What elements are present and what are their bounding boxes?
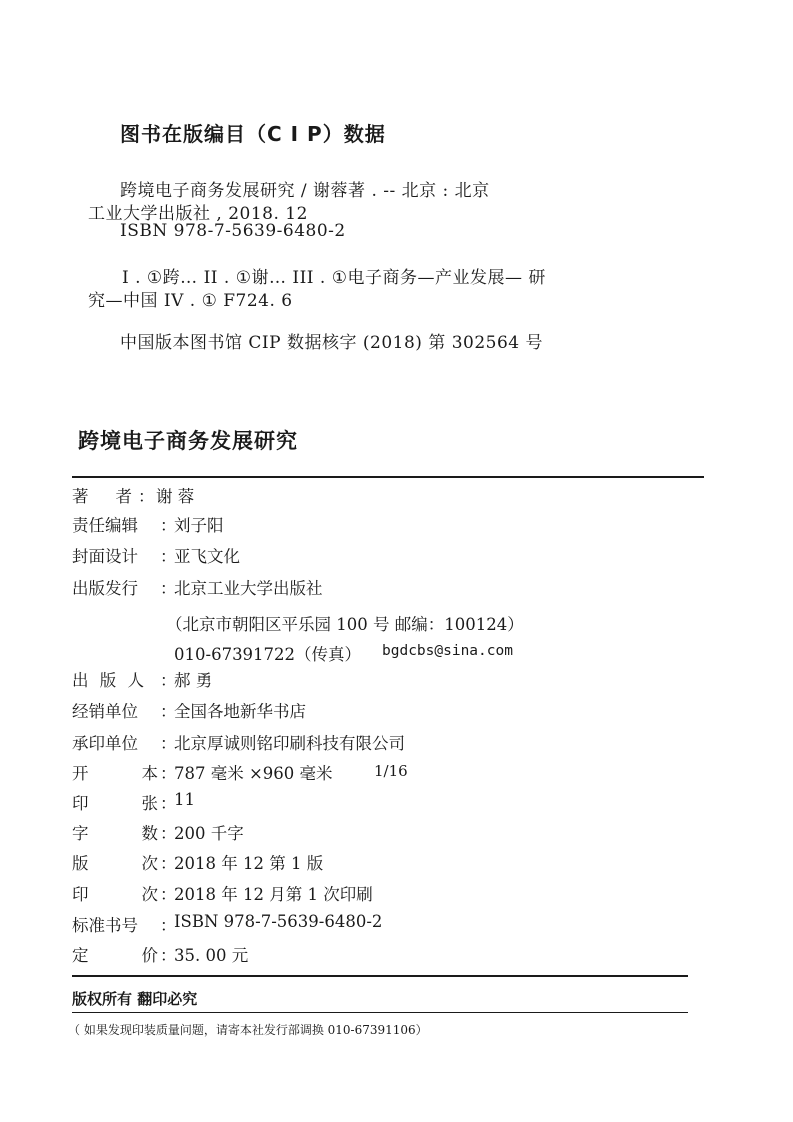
info-row-price [72, 942, 752, 970]
publisher-colon: ： [160, 579, 177, 598]
publisher-value: 北京工业大学出版社 [174, 579, 323, 598]
cip-line-publisher: 工业大学出版社 , 2018. 12 [88, 204, 308, 224]
info-row-author [72, 483, 752, 511]
rights-notice: 版权所有 翻印必究 [72, 990, 198, 1008]
cover-design-colon: ： [160, 547, 177, 566]
isbn-label: 标准书号 [72, 916, 138, 935]
impression-label: 印 次 [72, 885, 158, 904]
distributor-label: 经销单位 [72, 702, 138, 721]
cover-design-label: 封面设计 [72, 547, 138, 566]
cip-heading: 图书在版编目（C I P）数据 [120, 122, 386, 146]
format-colon: ： [160, 764, 177, 783]
impression-colon: ： [160, 885, 177, 904]
distributor-value: 全国各地新华书店 [174, 702, 306, 721]
distributor-colon: ： [160, 702, 177, 721]
title-divider [72, 476, 704, 478]
publisher-label: 出版发行 [72, 579, 138, 598]
printer-value: 北京厚诚则铭印刷科技有限公司 [174, 734, 405, 753]
words-colon: ： [160, 824, 177, 843]
publisher-person-label: 出 版 人 [72, 671, 144, 690]
author-value: 谢 蓉 [156, 487, 195, 506]
edition-value: 2018 年 12 第 1 版 [174, 854, 324, 873]
words-value: 200 千字 [174, 824, 244, 843]
info-bottom-divider [72, 975, 688, 977]
info-row-publisher-person [72, 667, 752, 695]
info-row-words [72, 820, 752, 848]
editor-colon: ： [160, 516, 177, 535]
sheets-colon: ： [160, 794, 177, 813]
cip-line-isbn: ISBN 978-7-5639-6480-2 [120, 221, 346, 241]
publisher-person-value: 郝 勇 [174, 671, 213, 690]
format-fold: 1/16 [374, 762, 408, 780]
info-row-edition [72, 850, 752, 878]
price-label: 定 价 [72, 946, 158, 965]
publisher-fax: 010-67391722（传真） [174, 645, 362, 664]
author-label: 著 者 [72, 487, 132, 506]
printer-colon: ： [160, 734, 177, 753]
sheets-value: 11 [174, 790, 195, 809]
sheets-label: 印 张 [72, 794, 158, 813]
format-value: 787 毫米 ×960 毫米 [174, 764, 333, 783]
book-title: 跨境电子商务发展研究 [78, 429, 298, 453]
info-row-printer [72, 730, 752, 758]
info-row-distributor [72, 698, 752, 726]
editor-label: 责任编辑 [72, 516, 138, 535]
quality-notice: （ 如果发现印装质量问题，请寄本社发行部调换 010-67391106） [68, 1023, 428, 1037]
info-row-format [72, 760, 752, 788]
cip-line-approval: 中国版本图书馆 CIP 数据核字 (2018) 第 302564 号 [120, 333, 544, 353]
cover-design-value: 亚飞文化 [174, 547, 240, 566]
cip-line-title: 跨境电子商务发展研究 / 谢蓉著 . -- 北京 : 北京 [120, 181, 490, 201]
format-label: 开 本 [72, 764, 158, 783]
info-row-publisher [72, 575, 752, 603]
edition-colon: ： [160, 854, 177, 873]
publisher-email: bgdcbs@sina.com [382, 643, 513, 659]
isbn-colon: ： [160, 916, 177, 935]
price-value: 35. 00 元 [174, 946, 249, 965]
editor-value: 刘子阳 [174, 516, 224, 535]
author-colon: ： [138, 487, 155, 506]
cip-line-classification: I . ①跨… II . ①谢… III . ①电子商务—产业发展— 研 [122, 268, 546, 288]
info-row-isbn [72, 912, 752, 940]
isbn-value: ISBN 978-7-5639-6480-2 [174, 912, 383, 931]
impression-value: 2018 年 12 月第 1 次印刷 [174, 885, 373, 904]
info-row-impression [72, 881, 752, 909]
info-row-sheets [72, 790, 752, 818]
publisher-person-colon: ： [160, 671, 177, 690]
info-row-editor [72, 512, 752, 540]
words-label: 字 数 [72, 824, 158, 843]
info-row-cover-design [72, 543, 752, 571]
rights-divider [72, 1012, 688, 1013]
publisher-address: （北京市朝阳区平乐园 100 号 邮编：100124） [166, 615, 524, 634]
price-colon: ： [160, 946, 177, 965]
edition-label: 版 次 [72, 854, 158, 873]
cip-line-classification-cont: 究—中国 IV . ① F724. 6 [88, 291, 293, 311]
printer-label: 承印单位 [72, 734, 138, 753]
